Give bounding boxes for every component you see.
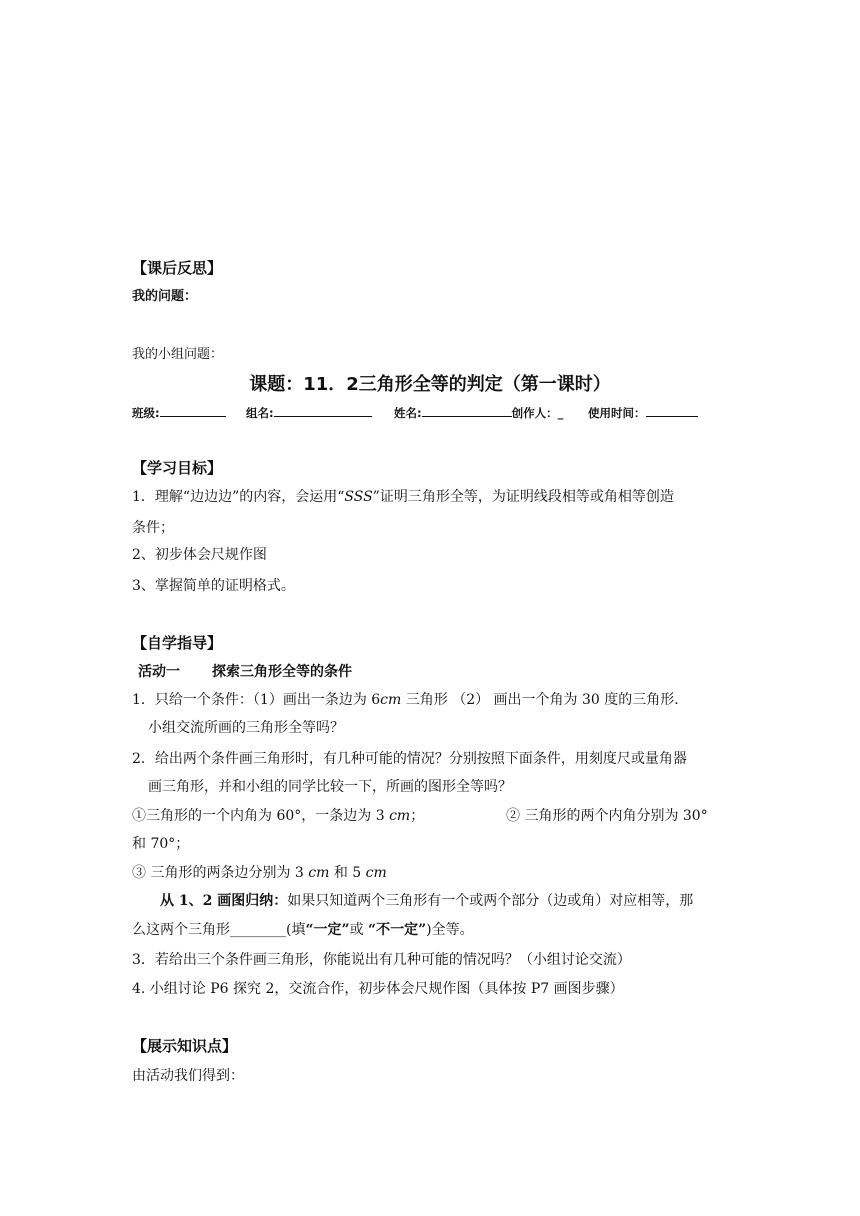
question-4: 4. 小组讨论 P6 探究 2，交流合作，初步体会尺规作图（具体按 P7 画图步骤） [132,981,624,997]
time-field [588,404,698,421]
page-title: 课题：11．2三角形全等的判定（第一课时） [249,374,611,395]
goals-heading: 【学习目标】 [132,459,223,477]
time-blank [646,404,698,417]
c3-text-a: ③ 三角形的两条边分别为 3 [132,865,309,881]
q1-text-b: 三角形 （2） 画出一个角为 30 度的三角形. [401,692,679,708]
goal-item-3: 3、掌握简单的证明格式。 [132,578,295,594]
summary-text: 如果只知道两个三角形有一个或两个部分（边或角）对应相等，那 [287,893,694,909]
knowledge-heading: 【展示知识点】 [132,1037,238,1055]
summary-cont [132,920,474,940]
group-blank [274,404,372,417]
option-yiding: “一定” [305,922,350,938]
goal-1-text-b: ”证明三角形全等，为证明线段相等或角相等创造 [372,489,674,505]
goal-item-1 [132,487,674,507]
name-label: 姓名: [394,406,422,420]
activity-label: 活动一 [138,664,180,680]
group-label: 组名: [246,406,274,420]
goal-item-1-cont: 条件； [132,520,174,536]
question-1 [132,690,679,710]
name-field [394,404,563,421]
guide-heading: 【自学指导】 [132,634,223,652]
group-question-label: 我的小组问题： [132,347,224,362]
reflection-heading: 【课后反思】 [132,259,223,277]
my-question-label: 我的问题： [132,289,198,304]
goal-1-text-a: 1．理解“边边边”的内容，会运用“ [132,489,345,505]
goal-item-2: 2、初步体会尺规作图 [132,547,267,563]
knowledge-line-1: 由活动我们得到： [132,1068,244,1084]
question-2-cont: 画三角形，并和小组的同学比较一下，所画的图形全等吗？ [148,779,512,795]
condition-2-cont: 和 70°； [132,836,190,852]
c1-end: ； [410,808,425,824]
condition-2: ② 三角形的两个内角分别为 30° [506,808,708,824]
name-blank [422,404,512,417]
goal-1-sss: SSS [344,489,373,505]
question-2: 2．给出两个条件画三角形时，有几种可能的情况？分别按照下面条件，用刻度尺或量角器 [132,751,687,767]
c3-unit-2: cm [365,865,387,881]
c1-unit: cm [389,808,411,824]
class-blank [160,404,226,417]
c1-text: ①三角形的一个内角为 60°，一条边为 3 [132,808,390,824]
summary-or: 或 [349,922,369,938]
condition-3 [132,863,387,883]
option-buyiding: “不一定” [368,922,427,938]
creator-label: 创作人：_ [511,406,564,420]
activity-title: 探索三角形全等的条件 [212,664,352,680]
question-3: 3．若给出三个条件画三角形，你能说出有几种可能的情况吗？（小组讨论交流） [132,952,631,968]
time-label: 使用时间： [588,406,646,420]
summary [160,891,693,911]
class-label: 班级: [132,406,160,420]
c3-unit-1: cm [308,865,330,881]
summary-end: )全等。 [426,922,474,938]
summary-fill-text: 么这两个三角形________(填 [132,922,306,938]
condition-1 [132,806,424,826]
class-field [132,404,226,421]
group-field [246,404,372,421]
summary-label: 从 1、2 画图归纳： [160,893,288,909]
q1-text-a: 1．只给一个条件：（1）画出一条边为 6 [132,692,381,708]
question-1-cont: 小组交流所画的三角形全等吗？ [148,720,344,736]
q1-unit: cm [380,692,402,708]
activity-one [138,662,352,682]
c3-text-b: 和 5 [329,865,366,881]
